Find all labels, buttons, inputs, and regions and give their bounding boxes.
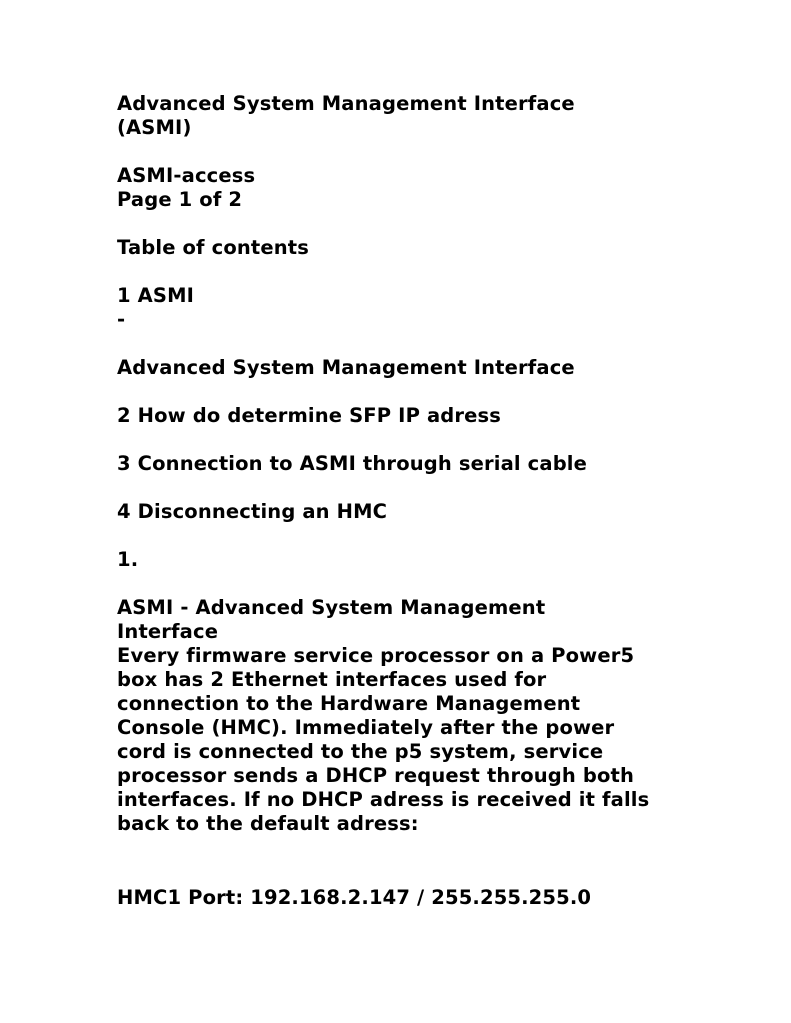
spacer [117, 260, 687, 284]
spacer [117, 476, 687, 500]
document-id: ASMI-access [117, 164, 256, 187]
section-1-body-line-2: box has 2 Ethernet interfaces used for [117, 668, 547, 691]
section-1-heading-line-2: Interface [117, 620, 219, 643]
document-page [117, 92, 687, 910]
section-1-body-line-7: interfaces. If no DHCP adress is received it falls [117, 788, 650, 811]
page-indicator: Page 1 of 2 [117, 188, 243, 211]
toc-item-3: 3 Connection to ASMI through serial cable [117, 452, 588, 475]
document-title-line-1: Advanced System Management Interface [117, 92, 575, 115]
toc-item-1-dash: - [117, 308, 126, 331]
toc-item-1: 1 ASMI [117, 284, 195, 307]
section-1-number: 1. [117, 548, 139, 571]
spacer [117, 140, 687, 164]
toc-item-4: 4 Disconnecting an HMC [117, 500, 388, 523]
section-1-body-line-6: processor sends a DHCP request through both [117, 764, 635, 787]
spacer [117, 572, 687, 596]
spacer [117, 212, 687, 236]
spacer [117, 380, 687, 404]
section-1-body-line-5: cord is connected to the p5 system, service [117, 740, 604, 763]
spacer [117, 836, 687, 886]
hmc1-port-address: HMC1 Port: 192.168.2.147 / 255.255.255.0 [117, 886, 592, 909]
section-1-body-line-8: back to the default adress: [117, 812, 419, 835]
section-1-body-line-1: Every firmware service processor on a Power5 [117, 644, 635, 667]
toc-item-1-subtitle: Advanced System Management Interface [117, 356, 575, 379]
section-1-heading-line-1: ASMI - Advanced System Management [117, 596, 546, 619]
spacer [117, 428, 687, 452]
spacer [117, 524, 687, 548]
toc-heading: Table of contents [117, 236, 310, 259]
section-1-body-line-4: Console (HMC). Immediately after the power [117, 716, 615, 739]
toc-item-2: 2 How do determine SFP IP adress [117, 404, 502, 427]
spacer [117, 332, 687, 356]
document-title-line-2: (ASMI) [117, 116, 192, 139]
section-1-body-line-3: connection to the Hardware Management [117, 692, 581, 715]
